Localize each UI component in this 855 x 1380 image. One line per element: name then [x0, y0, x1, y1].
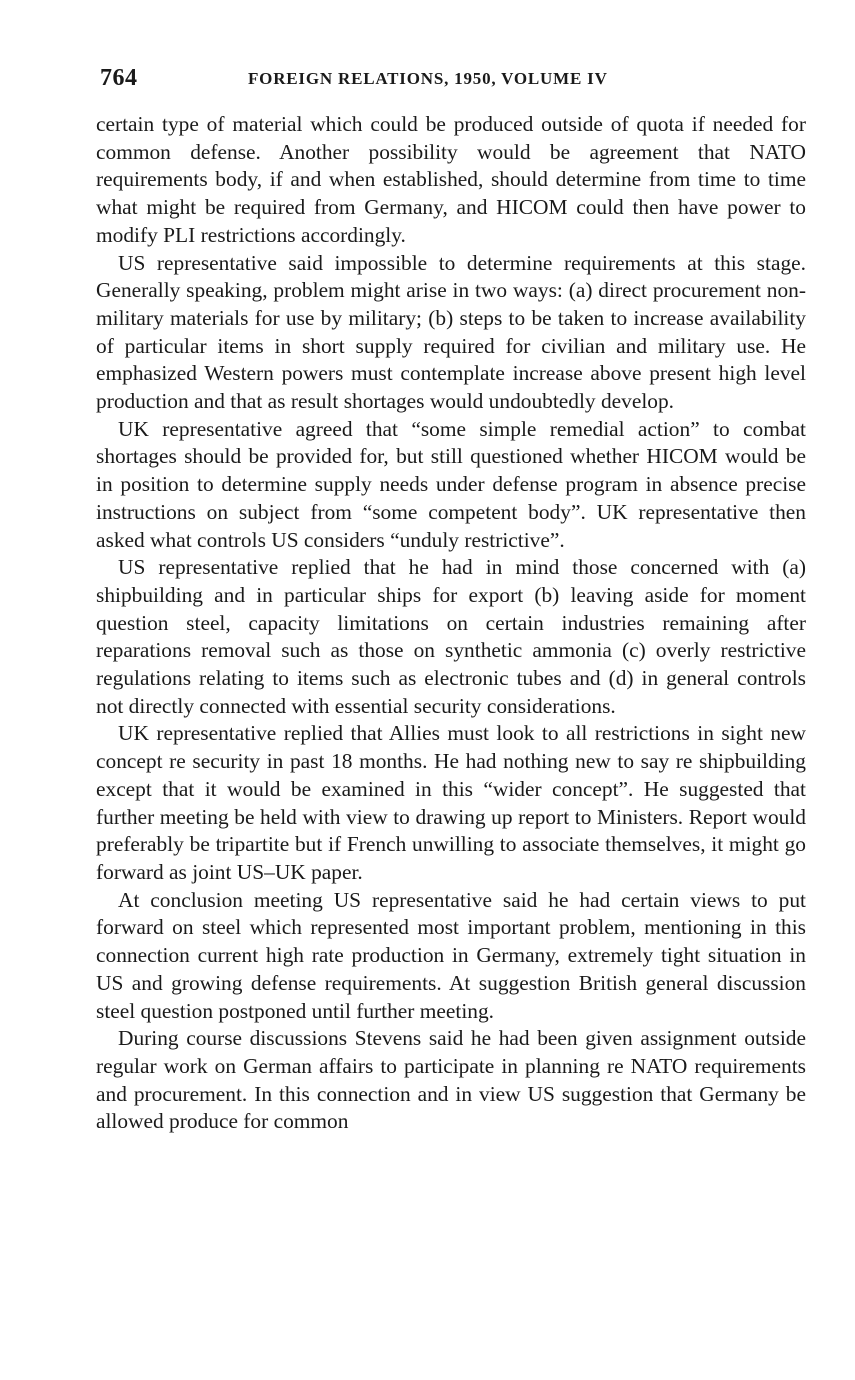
paragraph: UK representative agreed that “some simple remedial action” to combat shortages should be provided for, but still questioned whether HICOM would be in position to determine supply needs under defense program in absence precise instructions on subject from “some competent body”. UK representative then asked what controls US considers “unduly restrictive”.: [96, 416, 806, 552]
page-number: 764: [100, 65, 138, 91]
running-head: [100, 64, 802, 92]
body-text: [96, 111, 806, 1136]
paragraph: US representative said impossible to determine requirements at this stage. Generally speaking, problem might arise in two ways: (a) direct procurement non-military materials for use by military; (b) steps to be taken to increase availability of particular items in short supply required for civilian and military use. He emphasized Western powers must contemplate increase above present high level production and that as result shortages would undoubtedly develop.: [96, 250, 806, 414]
paragraph: At conclusion meeting US representative said he had certain views to put forward on steel which represented most important problem, mentioning in this connection current high rate production in Germany, extremely tight situation in US and growing defense requirements. At suggestion British general discussion steel question postponed until further meeting.: [96, 887, 806, 1023]
running-title: FOREIGN RELATIONS, 1950, VOLUME IV: [248, 69, 608, 88]
paragraph: During course discussions Stevens said he had been given assignment outside regular work on German affairs to participate in planning re NATO requirements and procurement. In this connection and in view US suggestion that Germany be allowed produce for common: [96, 1026, 806, 1134]
paragraph-continued: certain type of material which could be produced outside of quota if needed for common defense. Another possibility would be agreement that NATO requirements body, if and when established, should determine from time to time what might be required from Germany, and HICOM could then have power to modify PLI restrictions accordingly.: [96, 112, 806, 247]
paragraph: UK representative replied that Allies must look to all restrictions in sight new concept re security in past 18 months. He had nothing new to say re shipbuilding except that it would be examined in this “wider concept”. He suggested that further meeting be held with view to drawing up report to Ministers. Report would preferably be tripartite but if French unwilling to associate themselves, it might go forward as joint US–UK paper.: [96, 721, 806, 884]
paragraph: US representative replied that he had in mind those concerned with (a) shipbuilding and in particular ships for export (b) leaving aside for moment question steel, capacity limitations on certain industries remaining after reparations removal such as those on synthetic ammonia (c) overly restrictive regulations relating to items such as electronic tubes and (d) in general controls not directly connected with essential security considerations.: [96, 555, 806, 718]
